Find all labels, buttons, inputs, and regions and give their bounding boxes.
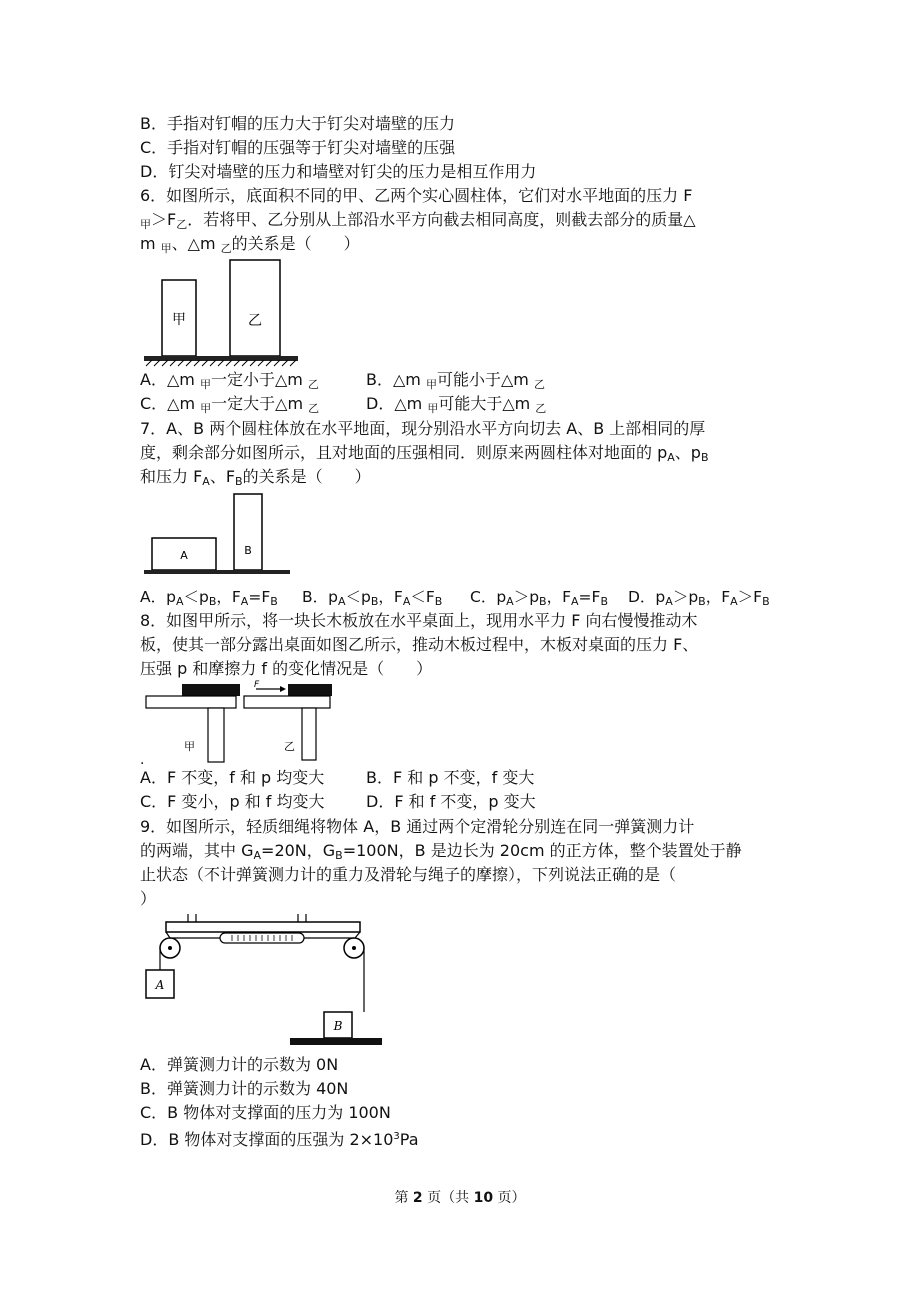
q8-option-c[interactable]: C．F 变小，p 和 f 均变大	[140, 792, 325, 811]
board-yi	[288, 684, 332, 696]
table-top-yi	[244, 696, 330, 708]
label-a: A	[155, 978, 165, 992]
q6-stem-line3: m $_甲$、△m $_乙$的关系是（ ）	[140, 234, 360, 255]
cylinder-yi	[230, 260, 280, 356]
q6-option-b[interactable]: B．△m $_甲$可能小于△m $_乙$	[366, 370, 545, 391]
label-yi: 乙	[248, 313, 262, 329]
label-jia: 甲	[172, 312, 186, 328]
q6-stem-line2: $_甲>F_乙$．若将甲、乙分别从上部沿水平方向截去相同高度，则截去部分的质量△	[140, 210, 696, 231]
q7-stem-line2: 度，剩余部分如图所示，且对地面的压强相同．则原来两圆柱体对地面的 $p_A$、$p_B$	[140, 443, 709, 464]
q5-option-b[interactable]: B．手指对钉帽的压力大于钉尖对墙壁的压力	[140, 114, 455, 133]
label-yi: 乙	[284, 740, 295, 753]
label-b: B	[244, 544, 252, 557]
q7-option-b[interactable]: B．$p_A<p_B$，$F_A<F_B$	[302, 588, 443, 608]
page-number: 2	[412, 1190, 423, 1206]
q9-stem-line3: 止状态（不计弹簧测力计的重力及滑轮与绳子的摩擦），下列说法正确的是（	[140, 865, 677, 884]
q9-stem-line4: ）	[140, 889, 157, 908]
q7-option-c[interactable]: C．$p_A>p_B$，$F_A=F_B$	[470, 588, 608, 608]
q6-option-a[interactable]: A．△m $_甲$一定小于△m $_乙$	[140, 370, 319, 391]
q9-stem-line1: 9．如图所示，轻质细绳将物体 A，B 通过两个定滑轮分别连在同一弹簧测力计	[140, 817, 695, 836]
q5-option-c[interactable]: C．手指对钉帽的压强等于钉尖对墙壁的压强	[140, 138, 456, 157]
label-jia: 甲	[184, 740, 195, 753]
label-b: B	[333, 1019, 343, 1033]
q8-option-b[interactable]: B．F 和 p 不变，f 变大	[366, 768, 535, 787]
q9-option-c[interactable]: C．B 物体对支撑面的压力为 100N	[140, 1103, 391, 1122]
q7-stem-line1: 7．A、B 两个圆柱体放在水平地面，现分别沿水平方向切去 A、B 上部相同的厚	[140, 419, 706, 438]
page-footer: 第 2 页（共 10 页）	[394, 1190, 526, 1206]
ground-b	[290, 1038, 382, 1045]
q8-options-row2	[140, 790, 790, 814]
q7-figure	[142, 492, 292, 578]
q5-option-d[interactable]: D．钉尖对墙壁的压力和墙壁对钉尖的压力是相互作用力	[140, 162, 537, 181]
support-beam	[166, 922, 360, 932]
q7-option-a[interactable]: A．$p_A<p_B$，$F_A=F_B$	[140, 588, 278, 608]
q6-option-d[interactable]: D．△m $_甲$可能大于△m $_乙$	[366, 394, 547, 415]
q8-dot: .	[140, 752, 145, 768]
q6-option-c[interactable]: C．△m $_甲$一定大于△m $_乙$	[140, 394, 320, 415]
q7-option-d[interactable]: D．$p_A>p_B$，$F_A>F_B$	[628, 588, 770, 608]
q8-option-a[interactable]: A．F 不变，f 和 p 均变大	[140, 768, 325, 787]
q9-figure	[140, 912, 385, 1048]
q9-stem-line2: 的两端，其中 $G_A=20N$，$G_B=100N$，B 是边长为 20cm 的正方体，整个装置处于静	[140, 841, 742, 862]
q9-option-d[interactable]: D．B 物体对支撑面的压强为 $2\times 10^3Pa$	[140, 1130, 419, 1149]
label-a: A	[180, 549, 188, 562]
q8-option-d[interactable]: D．F 和 f 不变，p 变大	[366, 792, 536, 811]
q9-option-b[interactable]: B．弹簧测力计的示数为 40N	[140, 1079, 349, 1098]
q8-stem-line2: 板，使其一部分露出桌面如图乙所示，推动木板过程中，木板对桌面的压力 F、	[140, 635, 699, 654]
q9-option-a[interactable]: A．弹簧测力计的示数为 0N	[140, 1055, 339, 1074]
q7-stem-line3: 和压力 $F_A$、$F_B$的关系是（ ）	[140, 467, 371, 488]
q8-stem-line3: 压强 p 和摩擦力 f 的变化情况是（ ）	[140, 659, 433, 678]
cylinder-b	[234, 494, 262, 570]
label-force: F	[254, 680, 260, 690]
ground-line	[144, 570, 290, 574]
q6-stem-line1: 6．如图所示，底面积不同的甲、乙两个实心圆柱体，它们对水平地面的压力 F	[140, 186, 693, 205]
table-top-jia	[146, 696, 236, 708]
q6-figure	[142, 258, 302, 366]
page-total: 10	[473, 1190, 494, 1206]
q8-stem-line1: 8．如图甲所示，将一块长木板放在水平桌面上，现用水平力 F 向右慢慢推动木	[140, 611, 698, 630]
q8-options-row1	[140, 766, 790, 790]
board-jia	[182, 684, 240, 696]
